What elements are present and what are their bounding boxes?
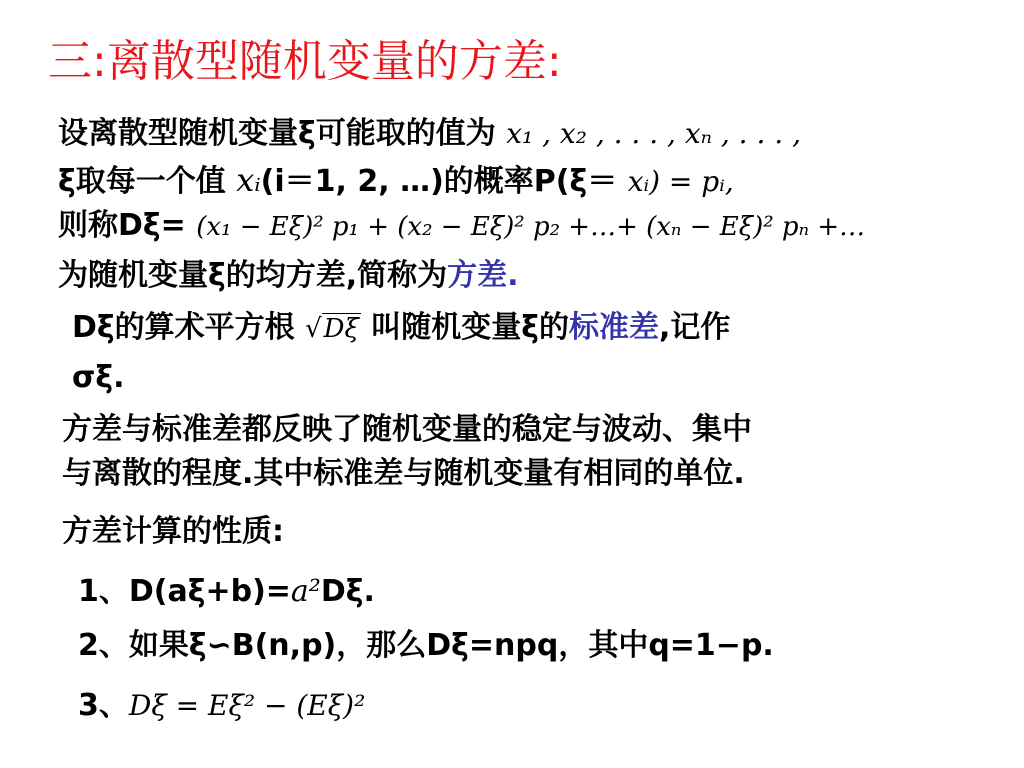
definition-line-3 — [58, 206, 865, 247]
property-1 — [78, 572, 375, 612]
properties-heading: 方差计算的性质: — [62, 514, 284, 549]
definition-text-3: 则称Dξ= — [58, 208, 186, 243]
property-1-text-a: 1、D(aξ+b)= — [78, 574, 291, 609]
definition-text-1: 设离散型随机变量ξ可能取的值为 — [58, 116, 496, 151]
probability-formula: xᵢ) = pᵢ, — [627, 165, 734, 198]
value-sequence-formula: x₁ , x₂ , . . . , xₙ , . . . , — [506, 117, 801, 150]
definition-text-2b: (i＝1, 2, …)的概率P(ξ＝ — [260, 164, 618, 199]
definition-line-6 — [72, 358, 125, 398]
xi-symbol: xᵢ — [236, 161, 261, 199]
sqrt-symbol: √ — [305, 314, 322, 344]
variance-formula: (x₁ − Eξ)² p₁ + (x₂ − Eξ)² p₂ +…+ (xₙ − Eξ)² pₙ +… — [196, 212, 866, 242]
meaning-line-2: 与离散的程度.其中标准差与随机变量有相同的单位. — [62, 456, 745, 491]
property-1-text-b: Dξ. — [320, 574, 375, 609]
definition-line-1 — [58, 114, 801, 154]
property-3-text: 3、 — [78, 688, 129, 723]
definition-line-5 — [72, 308, 730, 349]
variance-identity-formula: Dξ = Eξ² − (Eξ)² — [128, 689, 366, 722]
a-squared: a² — [290, 574, 321, 609]
definition-text-5b: 叫随机变量ξ的 — [371, 310, 570, 345]
definition-text-2a: ξ取每一个值 — [58, 164, 226, 199]
definition-line-4 — [58, 256, 519, 296]
definition-text-5a: Dξ的算术平方根 — [72, 310, 295, 345]
property-3 — [78, 686, 365, 726]
definition-text-5c: ,记作 — [659, 310, 731, 345]
property-2: 2、如果ξ∽B(n,p)，那么Dξ=npq，其中q=1−p. — [78, 628, 774, 663]
standard-deviation-term: 标准差 — [569, 310, 660, 345]
sqrt-formula — [305, 313, 361, 344]
sqrt-radicand: Dξ — [323, 314, 359, 344]
definition-text-4: 为随机变量ξ的均方差,简称为 — [58, 258, 448, 293]
variance-term: 方差. — [447, 258, 519, 293]
sigma-notation: σξ. — [72, 360, 125, 395]
definition-line-2 — [58, 160, 734, 202]
slide-title: 三:离散型随机变量的方差: — [48, 36, 562, 87]
meaning-line-1: 方差与标准差都反映了随机变量的稳定与波动、集中 — [62, 412, 752, 447]
